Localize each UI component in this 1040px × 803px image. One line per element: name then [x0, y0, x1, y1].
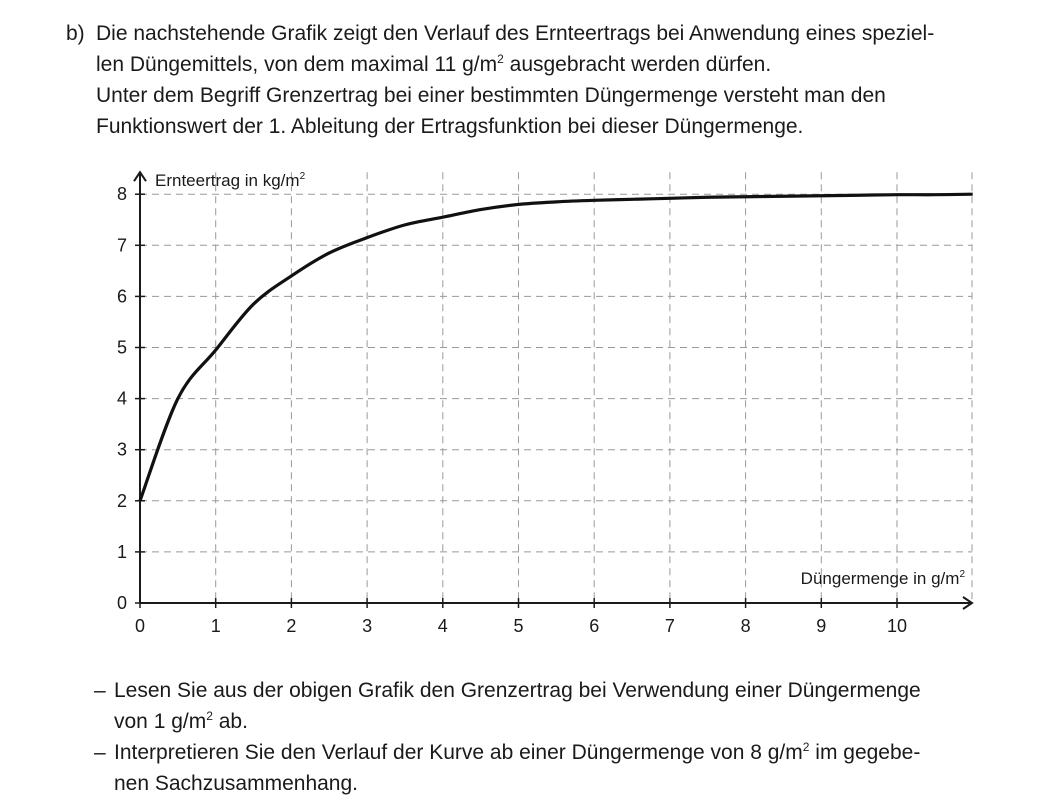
chart-axes	[134, 172, 972, 609]
task-line: nen Sachzusammenhang.	[114, 772, 358, 795]
x-tick-label: 2	[286, 616, 297, 636]
intro-line: Die nachstehende Grafik zeigt den Verlauf des Ernteertrags bei Anwendung eines speziel-	[96, 22, 935, 45]
intro-line: Unter dem Begriff Grenzertrag bei einer bestimmten Düngermenge versteht man den	[96, 84, 886, 107]
x-tick-label: 6	[589, 616, 600, 636]
y-tick-label: 3	[116, 439, 127, 460]
y-tick-label: 8	[116, 184, 127, 205]
task-dash: –	[94, 741, 106, 764]
task-list	[94, 675, 1024, 799]
task-line: von 1 $g/m^2$ ab.	[114, 709, 248, 733]
x-tick-label: 3	[362, 616, 373, 636]
x-tick-label: 8	[740, 616, 751, 636]
y-tick-label: 6	[116, 286, 127, 307]
task-label: b)	[66, 22, 85, 45]
task-intro	[66, 18, 1026, 142]
y-tick-label: 5	[116, 337, 127, 358]
x-tick-label: 10	[886, 616, 908, 636]
yield-chart	[0, 150, 1040, 650]
task-line: Lesen Sie aus der obigen Grafik den Grenzertrag bei Verwendung einer Düngermenge	[114, 679, 921, 702]
y-tick-label: 2	[116, 490, 127, 511]
task-line: Interpretieren Sie den Verlauf der Kurve ab einer Düngermenge von 8 $g/m^2$ im gegebe-	[114, 740, 921, 764]
y-tick-label: 4	[116, 388, 127, 409]
y-axis-title: Ernteertrag in $kg/m^2$	[155, 171, 306, 190]
y-tick-label: 7	[116, 235, 127, 256]
x-axis-title: Düngermenge in $g/m^2$	[800, 569, 965, 588]
task-item	[94, 675, 1024, 737]
y-tick-label: 1	[116, 541, 127, 562]
x-tick-label: 1	[210, 616, 221, 636]
task-dash: –	[94, 679, 106, 702]
x-tick-label: 0	[134, 616, 146, 636]
x-tick-label: 5	[513, 616, 524, 636]
x-tick-label: 4	[437, 616, 448, 636]
chart-ticks	[117, 184, 907, 636]
intro-line: len Düngemittels, von dem maximal 11 $g/m^2$ ausgebracht werden dürfen.	[96, 52, 772, 76]
y-tick-label: 0	[116, 593, 127, 613]
x-tick-label: 9	[816, 616, 827, 636]
x-tick-label: 7	[664, 616, 675, 636]
chart-grid	[140, 172, 972, 603]
intro-line: Funktionswert der 1. Ableitung der Ertragsfunktion bei dieser Düngermenge.	[96, 115, 804, 138]
task-item	[94, 737, 1024, 799]
